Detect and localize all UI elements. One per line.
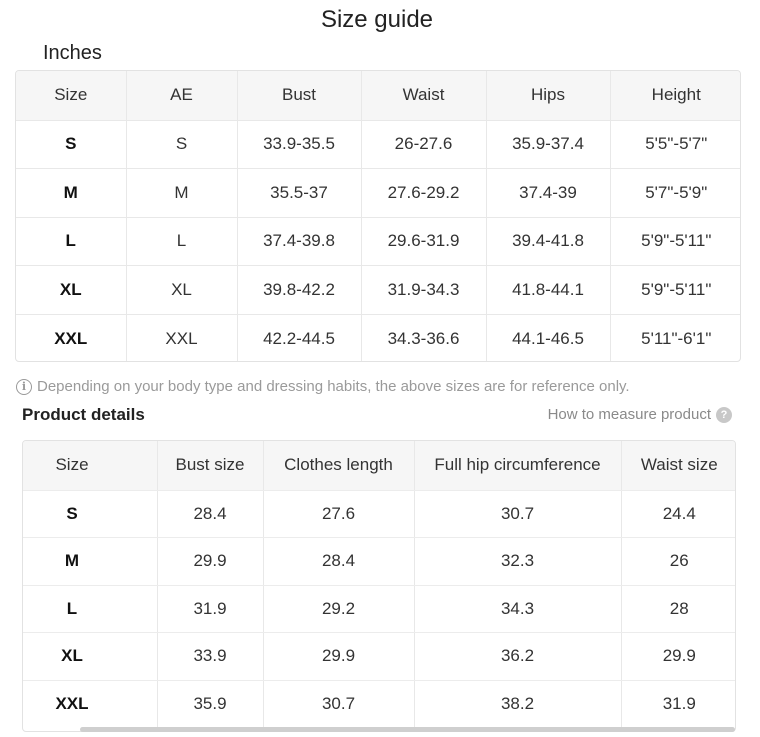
size-cell: S [23,490,121,538]
size-cell: L [16,217,126,266]
size-cell: XL [16,266,126,315]
table-cell: 27.6-29.2 [361,169,486,218]
table-cell: M [126,169,237,218]
how-to-measure-link[interactable] [548,406,732,423]
column-header-size: Size [23,441,121,490]
column-header-ae: AE [126,71,237,120]
table-cell: 29.9 [263,633,414,681]
column-header-waist-size: Waist size [621,441,736,490]
table-row [23,680,736,728]
table-cell: 39.8-42.2 [237,266,361,315]
table-cell: 30.7 [414,490,621,538]
table-cell: 38.2 [414,680,621,728]
spacer-cell [121,585,157,633]
table-cell: XXL [126,314,237,362]
table-cell: 33.9-35.5 [237,120,361,169]
column-header-bust: Bust [237,71,361,120]
table-cell: 33.9 [157,633,263,681]
table-cell: 39.4-41.8 [486,217,610,266]
column-header-height: Height [610,71,741,120]
table-cell: 29.9 [157,538,263,586]
table-cell: 35.9 [157,680,263,728]
product-details-table [23,441,736,728]
question-icon[interactable]: ? [716,407,732,423]
product-details-header-row [23,441,736,490]
size-cell: L [23,585,121,633]
table-cell: 31.9 [662,694,696,713]
table-cell: 30.7 [263,680,414,728]
spacer-cell [121,680,157,728]
table-cell: 27.6 [263,490,414,538]
info-icon: i [16,379,32,395]
table-row [23,538,736,586]
table-row [16,314,741,362]
horizontal-scrollbar[interactable] [80,727,735,732]
product-details-title: Product details [22,405,145,424]
table-cell: 28.4 [157,490,263,538]
table-cell: 36.2 [414,633,621,681]
table-cell: 5'9"-5'11" [610,217,741,266]
unit-label: Inches [43,42,102,64]
table-cell: 28 [621,585,736,633]
table-cell: 44.1-46.5 [486,314,610,362]
size-table-header-row [16,71,741,120]
table-cell: 28.4 [263,538,414,586]
table-cell: 35.9-37.4 [486,120,610,169]
column-header-bust-size: Bust size [157,441,263,490]
reference-note-text: Depending on your body type and dressing habits, the above sizes are for reference only. [37,378,630,395]
table-cell: 5'11"-6'1" [641,328,712,348]
column-header-spacer [121,441,157,490]
table-row [16,217,741,266]
size-cell: M [16,169,126,218]
column-header-clothes-length: Clothes length [263,441,414,490]
table-cell: 42.2-44.5 [237,314,361,362]
table-cell: 31.9 [157,585,263,633]
size-table [16,71,741,362]
table-row [23,490,736,538]
product-details-table-container [22,440,736,732]
table-cell: 31.9-34.3 [361,266,486,315]
spacer-cell [121,490,157,538]
table-cell: 24.4 [621,490,736,538]
table-row [23,585,736,633]
table-cell: 26 [621,538,736,586]
table-row [16,120,741,169]
table-cell: 34.3 [414,585,621,633]
table-cell: 29.2 [263,585,414,633]
size-cell: XL [23,633,121,681]
table-cell: 35.5-37 [237,169,361,218]
table-cell: 34.3-36.6 [361,314,486,362]
table-row [16,169,741,218]
column-header-full-hip: Full hip circumference [414,441,621,490]
table-cell: 29.9 [621,633,736,681]
table-cell: 26-27.6 [361,120,486,169]
page-title: Size guide [320,6,434,33]
table-cell: 37.4-39.8 [237,217,361,266]
size-cell: XXL [55,694,89,713]
table-cell: 32.3 [414,538,621,586]
size-cell: M [23,538,121,586]
column-header-hips: Hips [486,71,610,120]
table-cell: S [126,120,237,169]
table-cell: 41.8-44.1 [486,266,610,315]
size-cell: XXL [16,314,126,362]
spacer-cell [121,538,157,586]
table-cell: 5'7"-5'9" [610,169,741,218]
table-cell: 5'9"-5'11" [610,266,741,315]
table-cell: 29.6-31.9 [361,217,486,266]
table-row [16,266,741,315]
table-cell: L [126,217,237,266]
size-table-container [15,70,741,362]
reference-note [16,378,630,395]
how-to-measure-label[interactable]: How to measure product [547,406,711,423]
table-cell: 37.4-39 [486,169,610,218]
column-header-size: Size [16,71,126,120]
column-header-waist: Waist [361,71,486,120]
table-row [23,633,736,681]
size-cell: S [16,120,126,169]
table-cell: 5'5"-5'7" [610,120,741,169]
table-cell: XL [126,266,237,315]
spacer-cell [121,633,157,681]
